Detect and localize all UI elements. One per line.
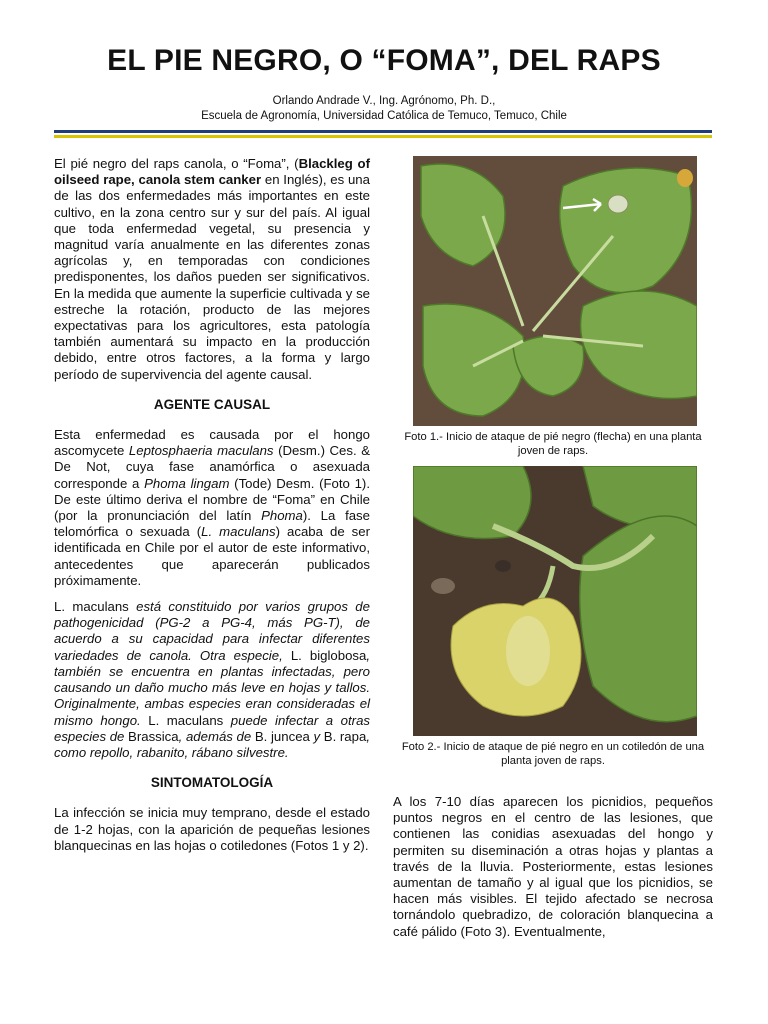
- heading-agente-causal: AGENTE CAUSAL: [153, 396, 271, 412]
- intro-paragraph: El pié negro del raps canola, o “Foma”, (Blackleg of oilseed rape, canola stem canker en Inglés), es una de las dos enfermedades más importantes en este cultivo, en la zona centro sur y sur del país. Al igual que toda enfermedad vegetal, su presencia y magnitud varía anualmente en las diferentes zonas agrícolas y, en temporadas con condiciones predisponentes, los daños pueden ser significativos. En la medida que aumente la superficie cultivada y se estreche la rotación, producto de las mejores expectativas para los agricultores, esta patología también aumentará su impacto en la producción debido, entre otros factores, a la forma y largo período de supervivencia del agente causal.: [54, 156, 371, 382]
- author-block: [0, 94, 768, 124]
- photo-1-caption: Foto 1.- Inicio de ataque de pié negro (flecha) en una planta joven de raps.: [404, 431, 702, 457]
- photo-2-image: [413, 466, 697, 736]
- header-rule-blue: [54, 130, 712, 133]
- sintomas-paragraph-1: La infección se inicia muy temprano, desde el estado de 1-2 hojas, con la aparición de pequeñas lesiones blanquecinas en las hojas o cotiledones (Fotos 1 y 2).: [54, 805, 370, 853]
- photo-2-caption: Foto 2.- Inicio de ataque de pié negro en un cotiledón de una planta joven de raps.: [401, 741, 705, 767]
- heading-sintomatologia: SINTOMATOLOGÍA: [150, 775, 274, 791]
- author-name: Orlando Andrade V., Ing. Agrónomo, Ph. D.,: [272, 95, 496, 107]
- sintomas-paragraph-2: A los 7-10 días aparecen los picnidios, pequeños puntos negros en el centro de las lesiones, que contienen las conidias asexuadas del hongo y permiten su diseminación a otras hojas y plantas a través de la lluvia. Posteriormente, estas lesiones aumentan de tamaño y al igual que los picnidios, se hacen más visibles. El tejido afectado se necrosa tornándolo quebradizo, de coloración blanquecina a café pálido (Foto 3). Eventualmente,: [393, 794, 713, 939]
- right-column: [393, 156, 713, 940]
- photo-1: [413, 156, 697, 426]
- photo-1-image: [413, 156, 697, 426]
- agente-paragraph-2: L. maculans está constituido por varios grupos de pathogenicidad (PG-2 a PG-4, más PG-T), de acuerdo a su capacidad para infectar diferentes variedades de canola. Otra especie, L. biglobosa, también se encuentra en plantas infectadas, pero causando un daño mucho más leve en hojas y tallos. Originalmente, ambas especies eran consideradas el mismo hongo. L. maculans puede infectar a otras especies de Brassica, además de B. juncea y B. rapa, como repollo, rabanito, rábano silvestre.: [54, 599, 371, 760]
- page-title: EL PIE NEGRO, O “FOMA”, DEL RAPS: [107, 44, 661, 77]
- agente-paragraph-1: Esta enfermedad es causada por el hongo ascomycete Leptosphaeria maculans (Desm.) Ces. & De Not, cuya fase anamórfica o asexuada corresponde a Phoma lingam (Tode) Desm. (Foto 1). De este último deriva el nombre de “Foma” en Chile (por la pronunciación del latín Phoma). La fase telomórfica o sexuada (L. maculans) acaba de ser identificada en Chile por el autor de este informativo, antecedentes que aparecerán publicados próximamente.: [54, 427, 370, 588]
- photo-2: [413, 466, 697, 736]
- header-rule-yellow: [54, 135, 712, 138]
- author-affiliation: Escuela de Agronomía, Universidad Católica de Temuco, Temuco, Chile: [201, 110, 567, 122]
- left-column: [54, 156, 370, 864]
